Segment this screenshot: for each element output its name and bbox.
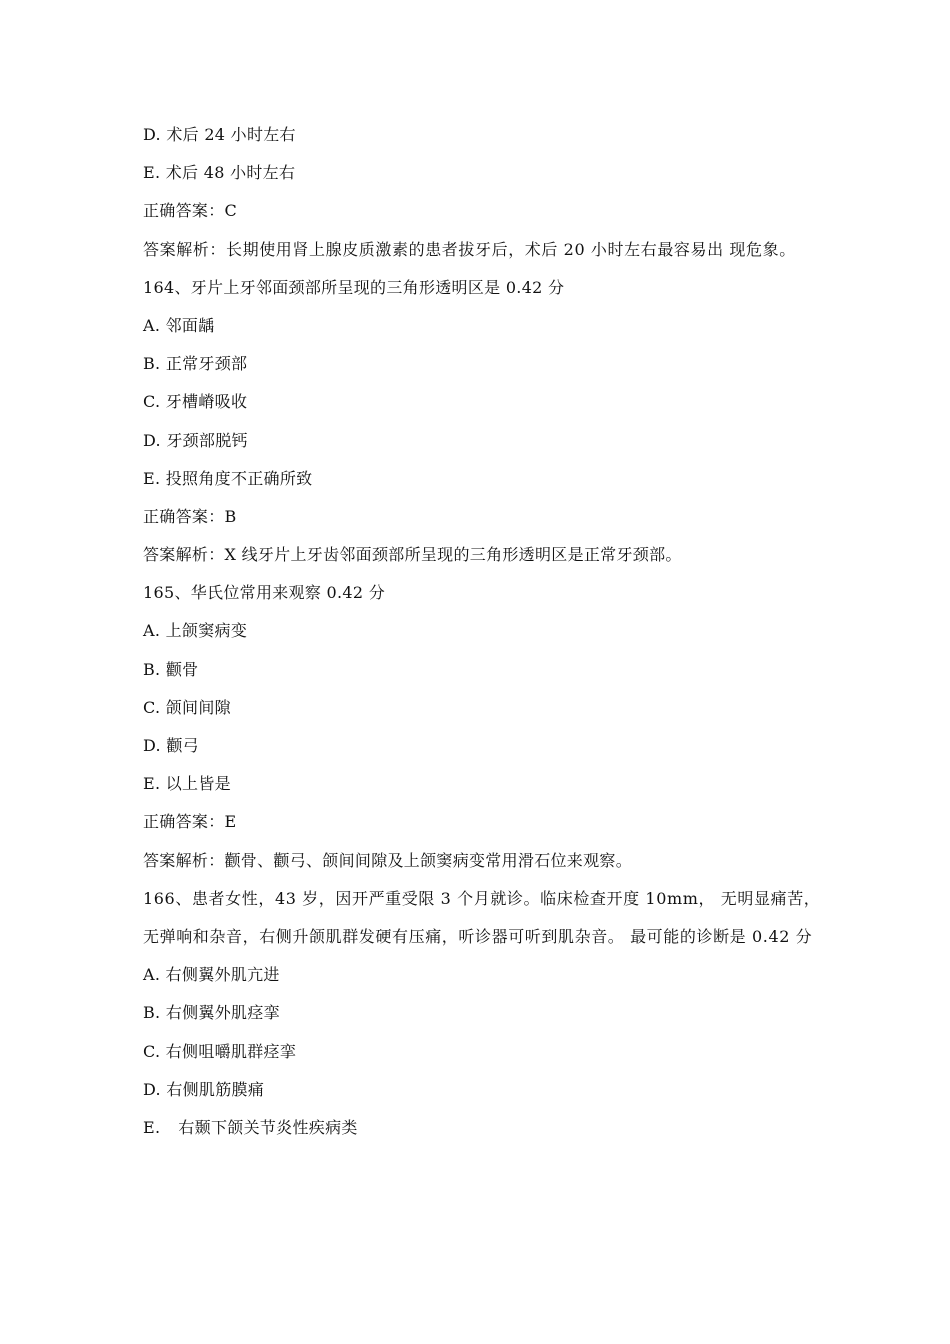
option-d: D. 牙颈部脱钙 bbox=[143, 430, 248, 450]
option-a: A. 上颌窦病变 bbox=[143, 621, 248, 641]
option-c: C. 牙槽嵴吸收 bbox=[143, 392, 248, 412]
correct-answer: 正确答案：C bbox=[143, 201, 238, 221]
option-b: B. 正常牙颈部 bbox=[143, 354, 248, 374]
answer-explanation: 答案解析：长期使用肾上腺皮质激素的患者拔牙后，术后 20 小时左右最容易出 现危象。 bbox=[143, 239, 796, 259]
option-b: B. 颧骨 bbox=[143, 659, 199, 679]
option-e: E. 术后 48 小时左右 bbox=[143, 163, 296, 183]
correct-answer: 正确答案：E bbox=[143, 812, 237, 832]
option-d: D. 术后 24 小时左右 bbox=[143, 125, 296, 144]
question-164: 164、牙片上牙邻面颈部所呈现的三角形透明区是 0.42 分 bbox=[143, 277, 565, 297]
option-d: D. 右侧肌筋膜痛 bbox=[143, 1079, 265, 1099]
option-e bbox=[143, 1109, 823, 1147]
document-body bbox=[143, 116, 823, 1147]
option-a: A. 右侧翼外肌亢进 bbox=[143, 965, 280, 985]
option-e: E. 投照角度不正确所致 bbox=[143, 468, 313, 488]
option-c: C. 颌间间隙 bbox=[143, 697, 231, 717]
option-c: C. 右侧咀嚼肌群痉挛 bbox=[143, 1041, 297, 1061]
option-e-letter: E. bbox=[143, 1117, 161, 1137]
answer-explanation: 答案解析：X 线牙片上牙齿邻面颈部所呈现的三角形透明区是正常牙颈部。 bbox=[143, 545, 682, 565]
question-166: 166、患者女性，43 岁，因开严重受限 3 个月就诊。临床检查开度 10mm， 无明显痛苦，无弹响和杂音，右侧升颌肌群发硬有压痛，听诊器可听到肌杂音。 最可能的诊断是 0.42 分 bbox=[143, 888, 821, 946]
option-a: A. 邻面龋 bbox=[143, 315, 215, 335]
option-b: B. 右侧翼外肌痉挛 bbox=[143, 1003, 280, 1023]
question-165: 165、华氏位常用来观察 0.42 分 bbox=[143, 583, 386, 603]
correct-answer: 正确答案：B bbox=[143, 506, 237, 526]
option-e-text: 右颞下颌关节炎性疾病类 bbox=[178, 1117, 358, 1137]
option-e: E. 以上皆是 bbox=[143, 774, 231, 794]
answer-explanation: 答案解析：颧骨、颧弓、颌间间隙及上颌窦病变常用滑石位来观察。 bbox=[143, 850, 633, 870]
option-d: D. 颧弓 bbox=[143, 736, 199, 756]
